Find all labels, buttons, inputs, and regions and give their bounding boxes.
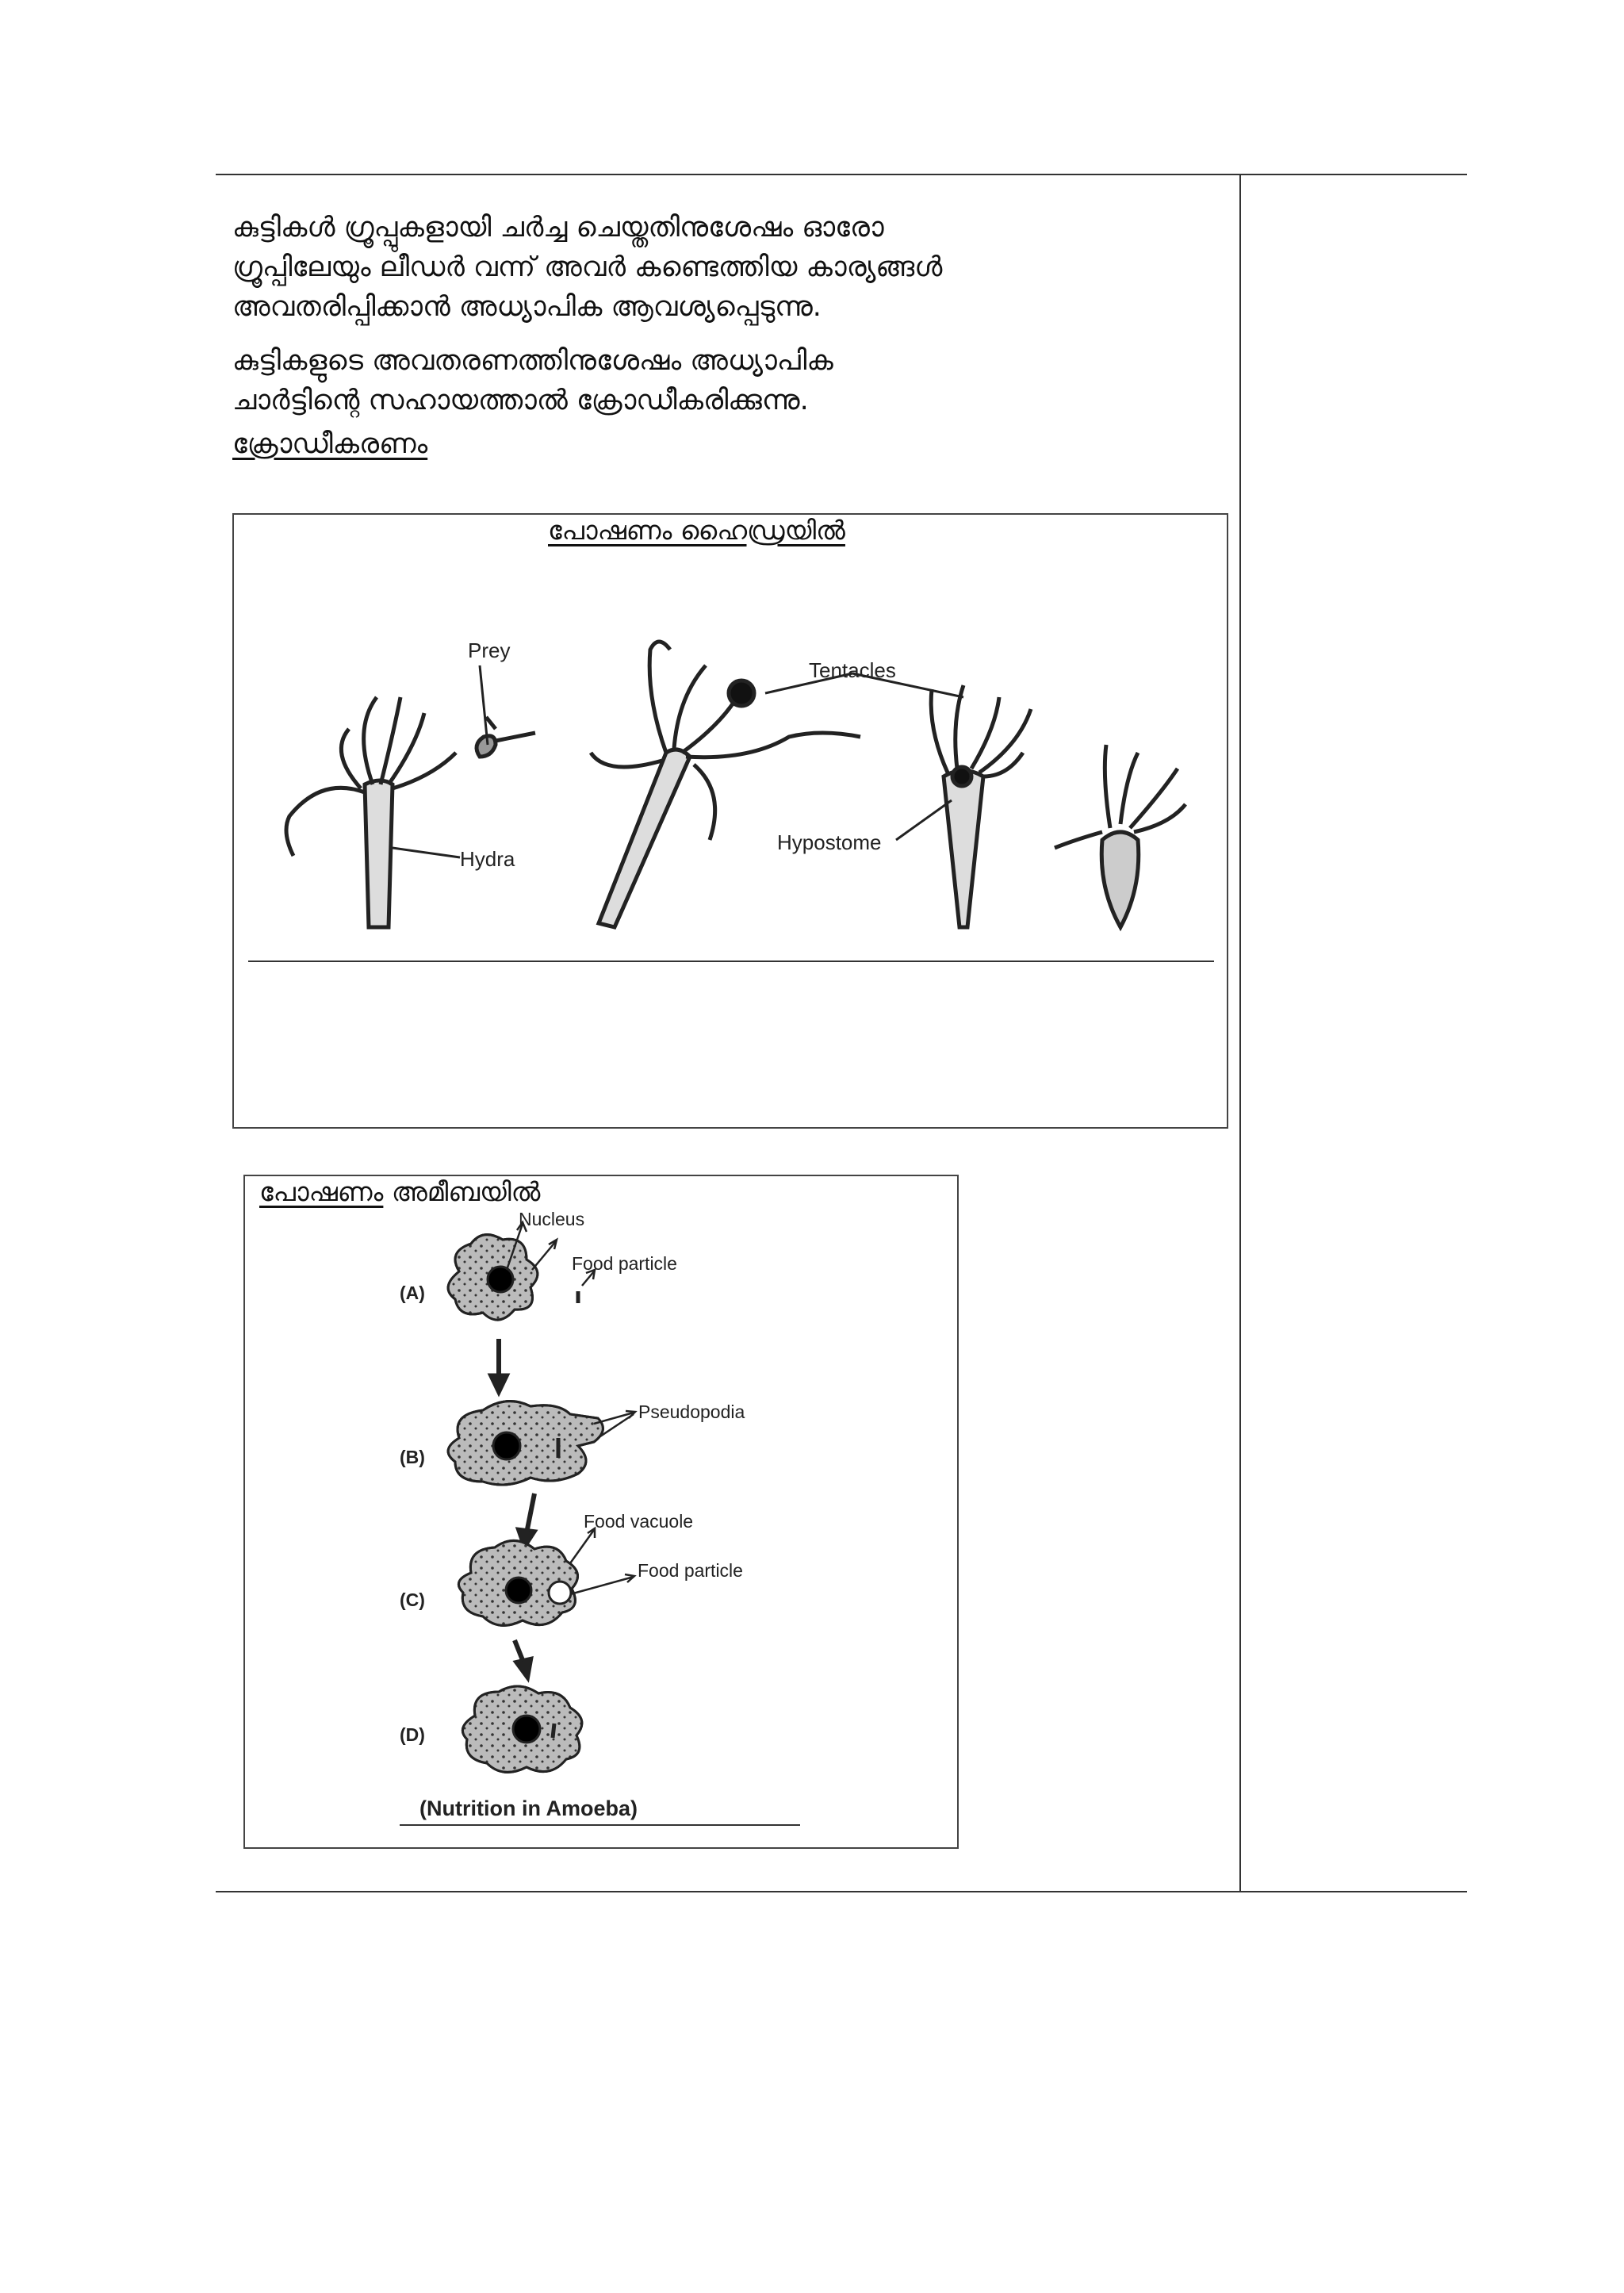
- arrow-down-icon: [527, 1494, 534, 1533]
- amoeba-figure-box: [243, 1175, 959, 1849]
- hydra-figure-box: [232, 513, 1228, 1129]
- amoeba-title-part1: പോഷണം: [259, 1176, 384, 1207]
- tentacles-label: Tentacles: [809, 658, 896, 682]
- food-vacuole-icon: [549, 1582, 571, 1604]
- stage-c-label: (C): [400, 1589, 425, 1610]
- hydra-body-icon: [286, 697, 456, 927]
- food-vacuole-label: Food vacuole: [584, 1511, 694, 1532]
- nucleus-icon: [513, 1716, 540, 1743]
- hydra-figure-title: പോഷണം ഹൈഡ്രയിൽ: [548, 515, 845, 546]
- nucleus-label: Nucleus: [519, 1209, 585, 1229]
- food-particle-c-label: Food particle: [638, 1560, 743, 1581]
- bottom-rule: [216, 1891, 1467, 1892]
- stage-d-label: (D): [400, 1724, 425, 1745]
- nucleus-icon: [488, 1267, 513, 1292]
- intro-line: ഗ്രൂപ്പിലേയും ലീഡർ വന്ന് അവർ കണ്ടെത്തിയ കാര്യങ്ങൾ: [232, 251, 943, 283]
- intro-line: അവതരിപ്പിക്കാൻ അധ്യാപിക ആവശ്യപ്പെടുന്നു.: [232, 291, 822, 323]
- amoeba-caption: (Nutrition in Amoeba): [419, 1796, 638, 1820]
- amoeba-title-part2: അമീബയിൽ: [391, 1176, 541, 1207]
- intro-line: കുട്ടികൾ ഗ്രൂപ്പുകളായി ചർച്ച ചെയ്തതിനുശേഷം ഓരോ: [232, 212, 884, 243]
- pseudopodia-label: Pseudopodia: [638, 1401, 745, 1422]
- hydra-body-icon: [1055, 745, 1185, 927]
- nucleus-icon: [493, 1432, 520, 1459]
- amoeba-diagram: [245, 1176, 957, 1847]
- hydra-body-icon: [931, 685, 1031, 927]
- top-rule: [216, 174, 1467, 175]
- prey-label: Prey: [468, 638, 511, 662]
- hydra-body-icon: [591, 642, 860, 927]
- intro-paragraph: [232, 208, 942, 327]
- section-heading: ക്രോഡീകരണം: [232, 428, 428, 460]
- second-line: ചാർട്ടിന്റെ സഹായത്താൽ ക്രോഡീകരിക്കുന്നു.: [232, 385, 809, 416]
- second-line: കുട്ടികളുടെ അവതരണത്തിനുശേഷം അധ്യാപിക: [232, 345, 833, 377]
- stage-a-label: (A): [400, 1283, 425, 1303]
- stage-b-label: (B): [400, 1447, 425, 1467]
- column-divider: [1239, 174, 1241, 1892]
- hydra-diagram: [234, 515, 1227, 1127]
- hypostome-label: Hypostome: [777, 830, 882, 854]
- nucleus-icon: [506, 1578, 531, 1603]
- second-paragraph: [232, 341, 833, 420]
- food-particle-a-label: Food particle: [572, 1253, 677, 1274]
- hydra-label: Hydra: [460, 847, 515, 871]
